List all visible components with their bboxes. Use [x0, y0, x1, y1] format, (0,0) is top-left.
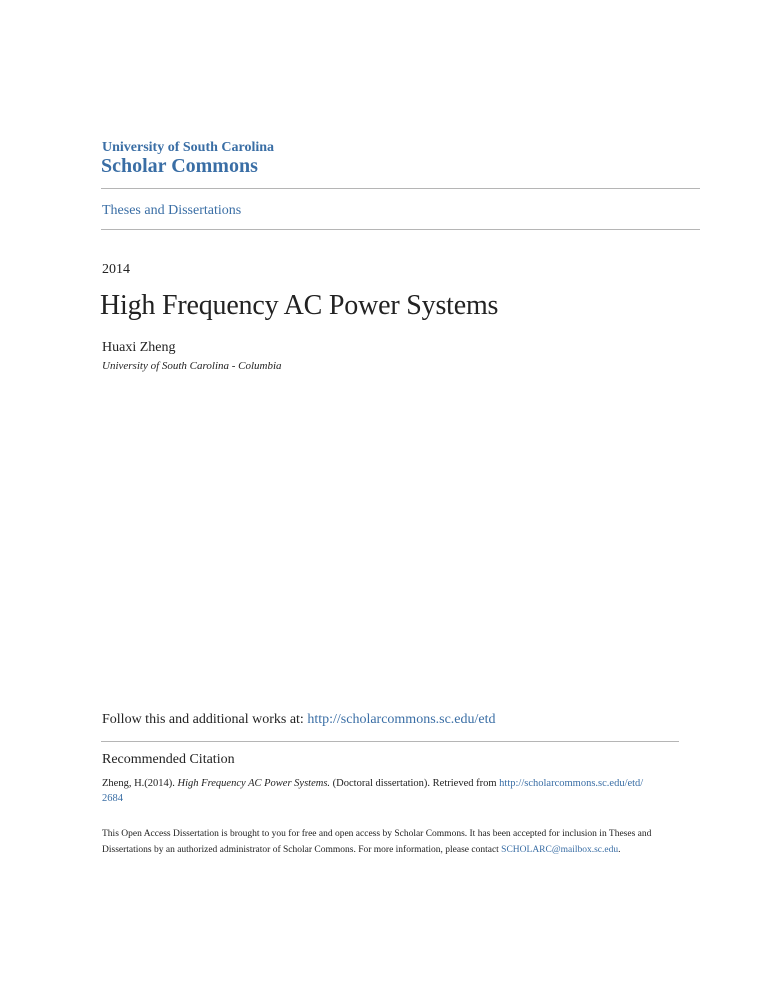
series-divider — [101, 229, 700, 230]
citation-divider — [101, 741, 679, 742]
follow-prefix: Follow this and additional works at: — [102, 712, 308, 727]
top-divider — [101, 188, 700, 189]
citation-text — [102, 776, 682, 806]
author-name: Huaxi Zheng — [102, 340, 176, 355]
citation-link-line2[interactable]: 2684 — [102, 793, 123, 804]
follow-link[interactable]: http://scholarcommons.sc.edu/etd — [307, 712, 496, 727]
repository-name[interactable]: Scholar Commons — [101, 155, 258, 177]
author-affiliation: University of South Carolina - Columbia — [102, 360, 282, 372]
series-link[interactable]: Theses and Dissertations — [102, 203, 242, 218]
citation-author-year: Zheng, H.(2014). — [102, 778, 178, 789]
document-title: High Frequency AC Power Systems — [100, 290, 499, 321]
notice-end: . — [618, 845, 621, 855]
citation-middle: (Doctoral dissertation). Retrieved from — [330, 778, 500, 789]
notice-text: This Open Access Dissertation is brought to you for free and open access by Scholar Commons. It has been accepted for inclusion in Theses and Dissertations by an authorized administrator of Scholar Commons. For more information, please contact — [102, 829, 652, 855]
publication-year: 2014 — [102, 262, 130, 277]
institution-name: University of South Carolina — [102, 140, 275, 155]
follow-line — [102, 712, 496, 728]
access-notice — [102, 826, 692, 858]
citation-title: High Frequency AC Power Systems. — [177, 778, 331, 789]
contact-email-link[interactable]: SCHOLARC@mailbox.sc.edu — [501, 845, 619, 855]
citation-heading: Recommended Citation — [102, 752, 235, 767]
citation-link-line1[interactable]: http://scholarcommons.sc.edu/etd/ — [499, 778, 644, 789]
